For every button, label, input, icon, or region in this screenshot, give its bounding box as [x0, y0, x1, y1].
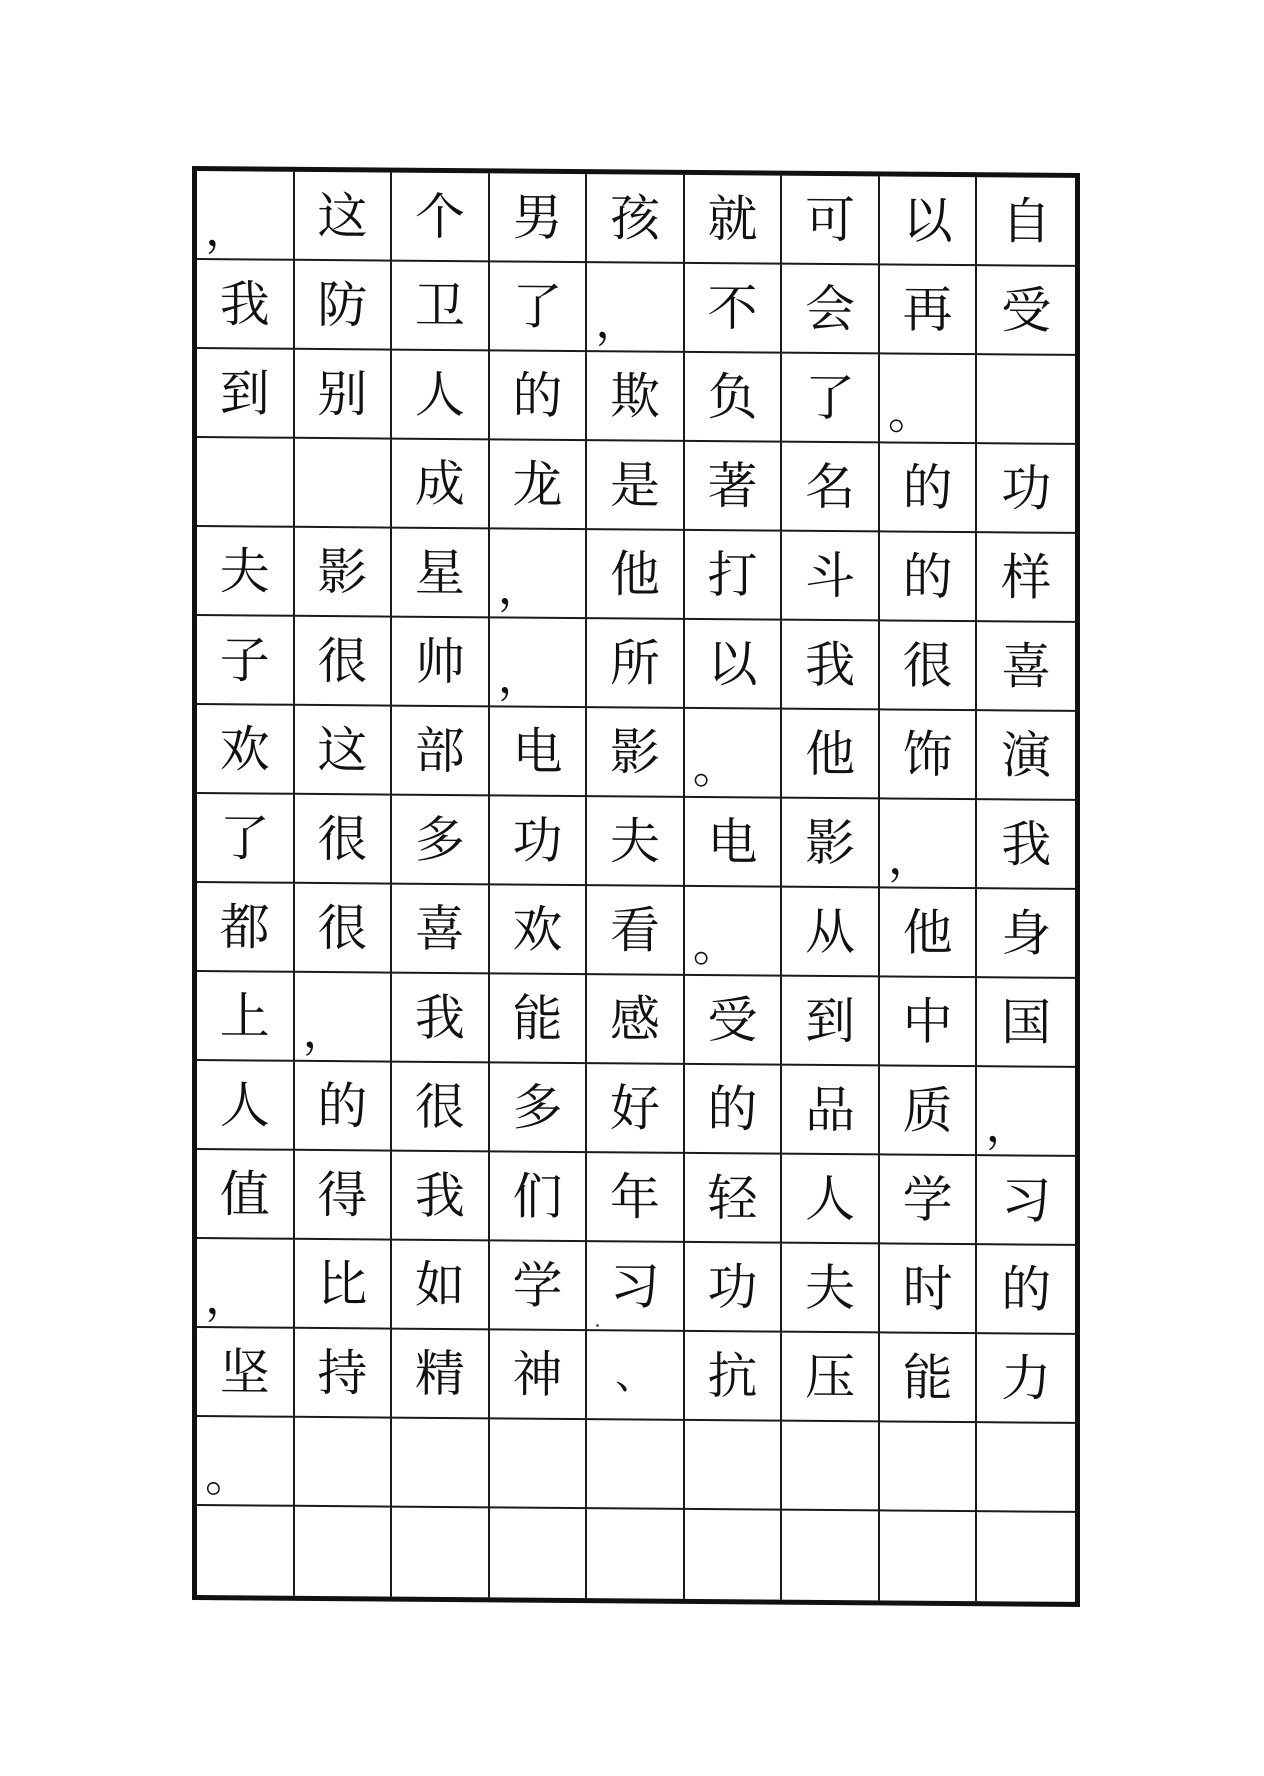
grid-cell: 孩 — [587, 174, 685, 264]
grid-cell: 受 — [685, 976, 783, 1066]
grid-cell: 功 — [685, 1243, 783, 1333]
grid-cell: 子 — [197, 616, 295, 706]
grid-cell: 值 — [197, 1150, 295, 1240]
grid-cell: 龙 — [490, 440, 588, 530]
grid-cell — [685, 1421, 783, 1511]
grid-cell: 能 — [880, 1333, 978, 1423]
grid-cell: 我 — [392, 974, 490, 1064]
grid-cell — [587, 1420, 685, 1510]
grid-cell: 欢 — [197, 705, 295, 795]
grid-cell: 以 — [685, 620, 783, 710]
grid-cell: ， — [587, 263, 685, 353]
grid-cell: 功 — [977, 444, 1075, 534]
grid-cell: 影 — [782, 799, 880, 889]
grid-cell: 感 — [587, 975, 685, 1065]
grid-cell — [977, 1512, 1075, 1602]
grid-cell: 影 — [295, 528, 393, 618]
grid-cell: 我 — [782, 621, 880, 711]
grid-cell: 男 — [490, 173, 588, 263]
grid-cell: 人 — [782, 1155, 880, 1245]
grid-cell: 持 — [295, 1329, 393, 1419]
grid-cell: 负 — [685, 353, 783, 443]
grid-cell: 们 — [490, 1152, 588, 1242]
grid-cell: 欢 — [490, 885, 588, 975]
grid-cell: 坚 — [197, 1328, 295, 1418]
grid-cell — [295, 1418, 393, 1508]
grid-cell: 的 — [490, 351, 588, 441]
grid-cell: 我 — [977, 800, 1075, 890]
grid-cell: 多 — [392, 796, 490, 886]
grid-cell: 很 — [392, 1063, 490, 1153]
grid-cell: 的 — [977, 1245, 1075, 1335]
grid-cell: 好 — [587, 1064, 685, 1154]
grid-cell: 国 — [977, 978, 1075, 1068]
grid-cell: 夫 — [782, 1244, 880, 1334]
grid-cell: 学 — [490, 1241, 588, 1331]
grid-cell: 的 — [685, 1065, 783, 1155]
grid-cell — [197, 1506, 295, 1596]
grid-cell: ， — [197, 171, 295, 261]
grid-cell: 受 — [977, 266, 1075, 356]
grid-cell: 、 — [587, 1331, 685, 1421]
grid-cell: 就 — [685, 175, 783, 265]
grid-cell — [977, 355, 1075, 445]
grid-cell: 上 — [197, 972, 295, 1062]
grid-cell: ， — [295, 973, 393, 1063]
grid-cell: 人 — [392, 351, 490, 441]
grid-cell: 到 — [197, 349, 295, 439]
grid-cell: 功 — [490, 796, 588, 886]
grid-cell: 会 — [782, 265, 880, 355]
grid-cell: 他 — [587, 530, 685, 620]
grid-cell: 轻 — [685, 1154, 783, 1244]
grid-cell: 看 — [587, 886, 685, 976]
grid-cell — [880, 1422, 978, 1512]
grid-cell: 从 — [782, 888, 880, 978]
grid-cell: 比 — [295, 1240, 393, 1330]
grid-cell: 所 — [587, 619, 685, 709]
grid-cell: 这 — [295, 706, 393, 796]
grid-cell: 精 — [392, 1330, 490, 1420]
grid-cell: 电 — [490, 707, 588, 797]
grid-cell: 身 — [977, 889, 1075, 979]
grid-cell: 著 — [685, 442, 783, 532]
grid-cell: 年 — [587, 1153, 685, 1243]
grid-cell: 了 — [197, 794, 295, 884]
grid-cell: 喜 — [392, 885, 490, 975]
grid-cell: 可 — [782, 176, 880, 266]
grid-cell: 很 — [295, 795, 393, 885]
grid-cell: 以 — [880, 176, 978, 266]
grid-cell: 星 — [392, 529, 490, 619]
grid-cell: 成 — [392, 440, 490, 530]
grid-cell: 时 — [880, 1244, 978, 1334]
grid-cell — [782, 1422, 880, 1512]
grid-cell: 很 — [295, 884, 393, 974]
grid-cell: 如 — [392, 1241, 490, 1331]
grid-cell: 神 — [490, 1330, 588, 1420]
grid-cell: 人 — [197, 1061, 295, 1151]
grid-cell: 演 — [977, 711, 1075, 801]
grid-cell: 力 — [977, 1334, 1075, 1424]
grid-cell: 压 — [782, 1333, 880, 1423]
grid-cell: 个 — [392, 173, 490, 263]
grid-cell: 了 — [782, 354, 880, 444]
grid-cell — [587, 1509, 685, 1599]
grid-cell: 电 — [685, 798, 783, 888]
grid-cell: ， — [197, 1239, 295, 1329]
grid-cell: 再 — [880, 265, 978, 355]
grid-cell — [685, 1510, 783, 1600]
grid-cell: 的 — [880, 443, 978, 533]
grid-cell: 能 — [490, 974, 588, 1064]
grid-cell: 多 — [490, 1063, 588, 1153]
grid-cell: 的 — [295, 1062, 393, 1152]
grid-cell: 夫 — [197, 527, 295, 617]
grid-cell: 我 — [197, 260, 295, 350]
grid-cell: 样 — [977, 533, 1075, 623]
grid-cell — [295, 439, 393, 529]
grid-cell: 夫 — [587, 797, 685, 887]
grid-cell: 他 — [880, 888, 978, 978]
stray-mark — [596, 1324, 599, 1327]
grid-cell: 这 — [295, 172, 393, 262]
grid-cell — [977, 1423, 1075, 1513]
grid-cell: 的 — [880, 532, 978, 622]
grid-cell — [782, 1511, 880, 1601]
grid-cell — [490, 1508, 588, 1598]
grid-cell: 品 — [782, 1066, 880, 1156]
grid-cell: 很 — [880, 621, 978, 711]
grid-cell: 打 — [685, 531, 783, 621]
grid-cell: 都 — [197, 883, 295, 973]
grid-cell: 了 — [490, 262, 588, 352]
grid-cell: 不 — [685, 264, 783, 354]
grid-cell: 喜 — [977, 622, 1075, 712]
grid-cell: 得 — [295, 1151, 393, 1241]
grid-cell: 抗 — [685, 1332, 783, 1422]
grid-cell: 。 — [685, 887, 783, 977]
grid-cell: 习 — [977, 1156, 1075, 1246]
grid-cell: 质 — [880, 1066, 978, 1156]
grid-cell: ， — [490, 529, 588, 619]
grid-cell: 名 — [782, 443, 880, 533]
grid-cell: ， — [977, 1067, 1075, 1157]
grid-cell — [392, 1419, 490, 1509]
grid-cell: 欺 — [587, 352, 685, 442]
grid-cell: 防 — [295, 261, 393, 351]
grid-cell: ， — [880, 799, 978, 889]
grid-cell: 我 — [392, 1152, 490, 1242]
grid-cell: 是 — [587, 441, 685, 531]
grid-cell: 。 — [685, 709, 783, 799]
grid-cell: 。 — [880, 354, 978, 444]
writing-grid-sheet — [192, 166, 1080, 1607]
grid-cell: 斗 — [782, 532, 880, 622]
grid-cell — [197, 438, 295, 528]
grid-cell — [392, 1508, 490, 1598]
grid-cell: 学 — [880, 1155, 978, 1245]
grid-cell: 帅 — [392, 618, 490, 708]
grid-cell: 部 — [392, 707, 490, 797]
grid-cell: 习 — [587, 1242, 685, 1332]
grid-cell: 很 — [295, 617, 393, 707]
grid-cell: ， — [490, 618, 588, 708]
grid-cell: 饰 — [880, 710, 978, 800]
grid-cell: 他 — [782, 710, 880, 800]
grid-cell — [880, 1511, 978, 1601]
grid-cell: 别 — [295, 350, 393, 440]
grid-cell — [295, 1507, 393, 1597]
grid-cell: 。 — [197, 1417, 295, 1507]
grid-cell: 卫 — [392, 262, 490, 352]
grid-cell: 中 — [880, 977, 978, 1067]
grid-cell: 影 — [587, 708, 685, 798]
grid-cell — [490, 1419, 588, 1509]
grid-cell: 自 — [977, 177, 1075, 267]
grid-cell: 到 — [782, 977, 880, 1067]
